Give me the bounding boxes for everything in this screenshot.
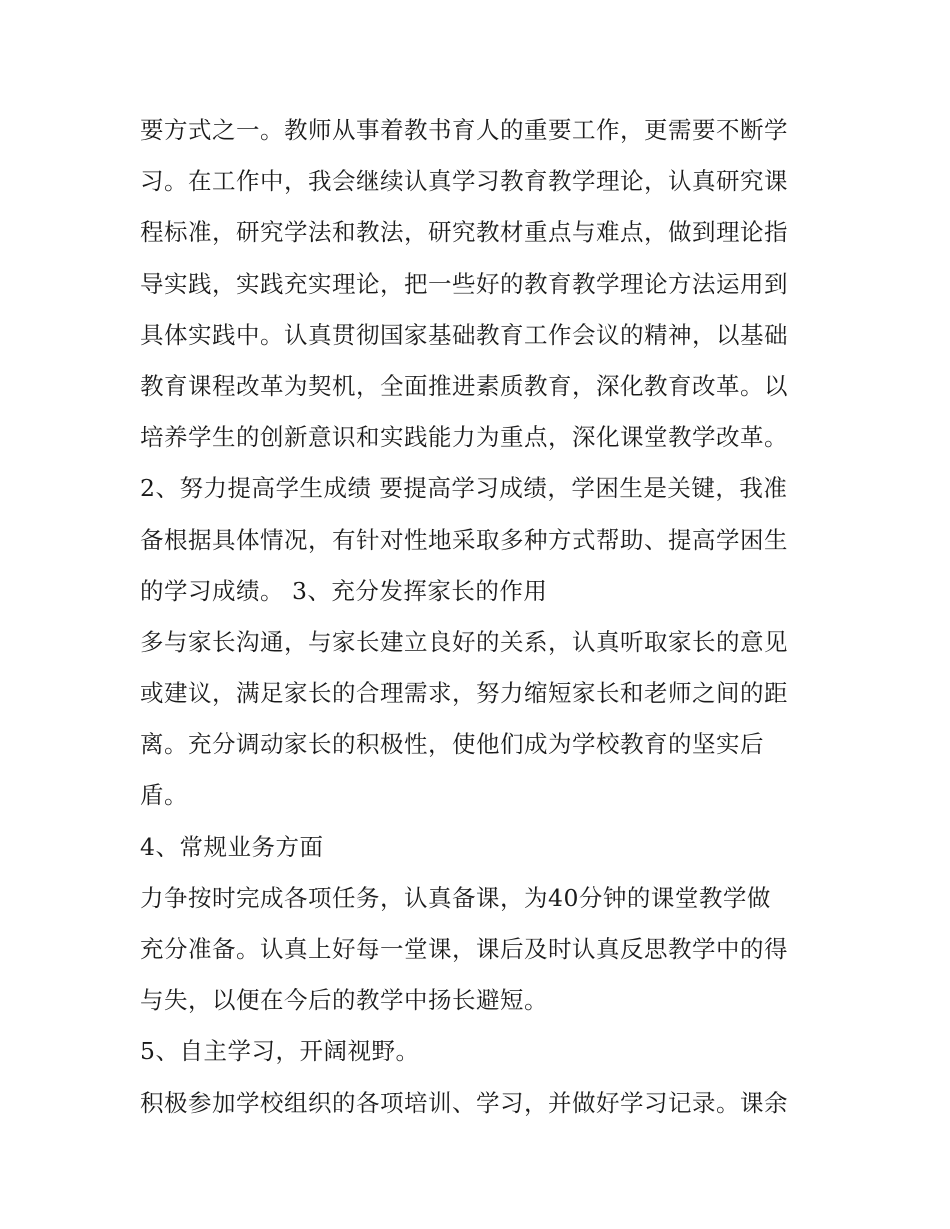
section-heading-4: 4、常规业务方面 [140,832,324,861]
text-line: 多与家长沟通，与家长建立良好的关系，认真听取家长的意见 [140,627,788,656]
section-heading-5: 5、自主学习，开阔视野。 [140,1037,420,1066]
text-line: 程标准，研究学法和教法，研究教材重点与难点，做到理论指 [140,218,788,247]
text-line: 要方式之一。教师从事着教书育人的重要工作，更需要不断学 [140,116,788,144]
section-heading-2: 2、努力提高学生成绩 要提高学习成绩，学困生是关键，我准 [140,474,788,503]
text-line: 导实践，实践充实理论，把一些好的教育教学理论方法运用到 [140,269,788,298]
text-line: 习。在工作中，我会继续认真学习教育教学理论，认真研究课 [140,167,788,196]
text-line: 或建议，满足家长的合理需求，努力缩短家长和老师之间的距 [140,679,788,708]
text-line: 具体实践中。认真贯彻国家基础教育工作会议的精神，以基础 [140,320,788,349]
text-line: 力争按时完成各项任务，认真备课，为40分钟的课堂教学做 [140,883,771,912]
text-line: 培养学生的创新意识和实践能力为重点，深化课堂教学改革。 [140,423,788,452]
body-text [140,105,820,1129]
text-line: 充分准备。认真上好每一堂课，课后及时认真反思教学中的得 [140,935,788,963]
text-line: 与失，以便在今后的教学中扬长避短。 [140,986,548,1015]
text-line: 离。充分调动家长的积极性，使他们成为学校教育的坚实后 [140,730,764,759]
section-heading-3: 的学习成绩。 3、充分发挥家长的作用 [140,576,548,605]
text-line: 积极参加学校组织的各项培训、学习，并做好学习记录。课余 [140,1088,788,1117]
text-line: 备根据具体情况，有针对性地采取多种方式帮助、提高学困生 [140,525,788,554]
text-line: 教育课程改革为契机，全面推进素质教育，深化教育改革。以 [140,371,788,400]
text-line: 盾。 [140,781,188,810]
